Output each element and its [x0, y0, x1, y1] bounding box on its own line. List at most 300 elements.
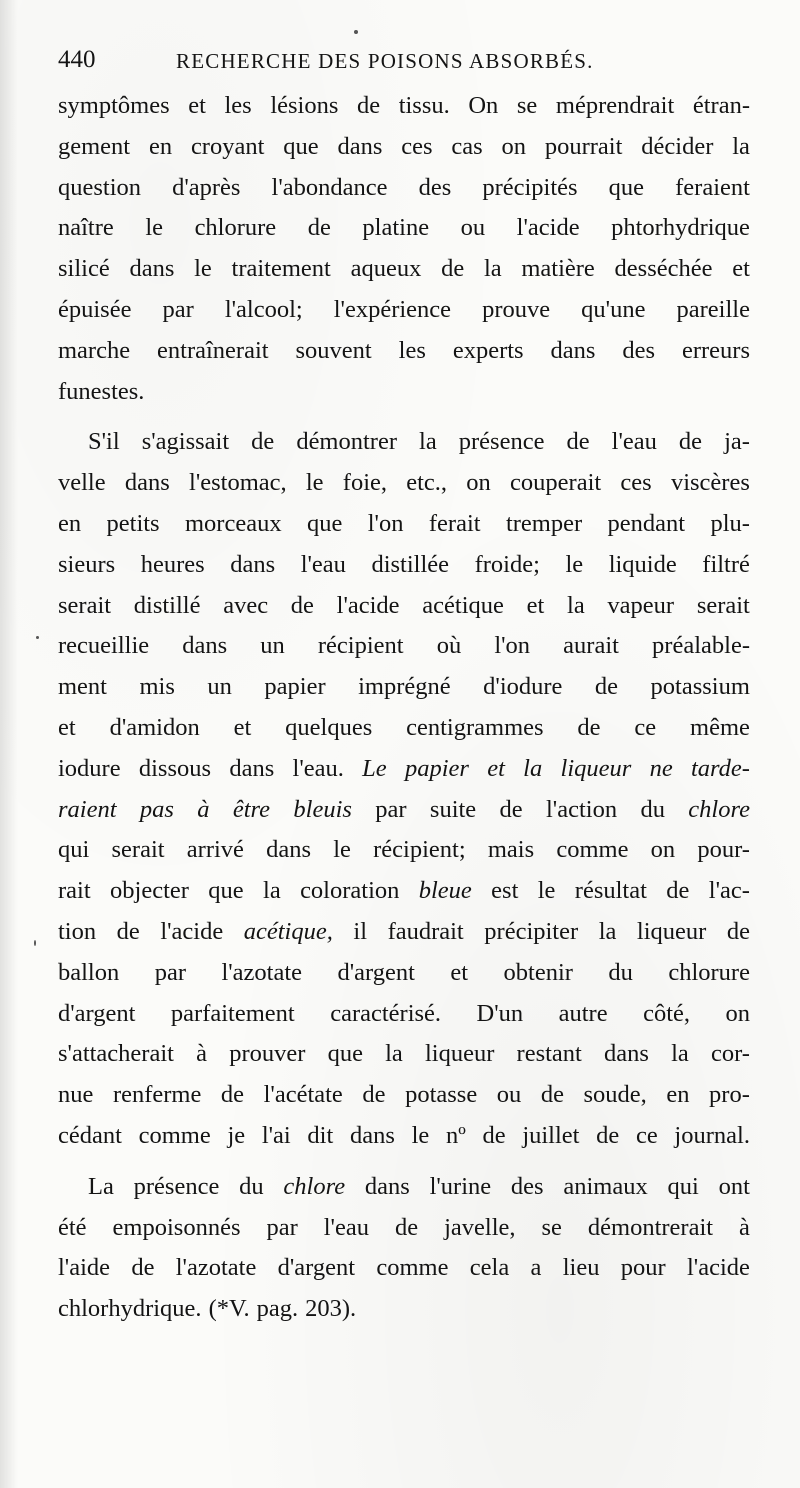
- text-line: [58, 545, 750, 586]
- word: restant: [516, 1040, 582, 1068]
- text-line: [58, 626, 750, 667]
- word: journal.: [674, 1121, 750, 1149]
- word: marche: [58, 336, 131, 364]
- word: je: [227, 1121, 246, 1149]
- text-line: [58, 249, 750, 290]
- text-line: [58, 86, 750, 127]
- text-line: [58, 1208, 750, 1249]
- word: de: [678, 428, 703, 456]
- word: que: [208, 877, 244, 905]
- word: la: [419, 428, 437, 456]
- word: de: [499, 795, 523, 823]
- text-line: [58, 127, 750, 168]
- word: de: [394, 1213, 419, 1241]
- word: la: [263, 877, 281, 905]
- word: et: [526, 591, 545, 619]
- word: imprégné: [358, 673, 451, 701]
- word: de: [251, 428, 275, 456]
- word: de: [220, 1081, 245, 1109]
- word: aurait: [563, 632, 619, 660]
- word: obtenir: [503, 958, 573, 986]
- text-line: [58, 586, 750, 627]
- word: été: [58, 1213, 87, 1241]
- word: d'argent: [277, 1254, 356, 1282]
- word: un: [207, 673, 232, 701]
- word: viscères: [670, 469, 750, 497]
- text-line: [58, 1116, 750, 1157]
- text-line: [58, 790, 750, 831]
- word: sieurs: [58, 550, 116, 578]
- word: et: [58, 713, 76, 741]
- word: distillée: [371, 550, 450, 578]
- word: la: [732, 132, 750, 160]
- word: autre: [558, 999, 608, 1027]
- word: qu'une: [581, 295, 646, 323]
- word: l'eau: [323, 1213, 369, 1241]
- running-title: RECHERCHE DES POISONS ABSORBÉS.: [176, 49, 594, 73]
- word: l'acide: [160, 917, 224, 945]
- paragraph: [58, 422, 750, 1156]
- word: S'il: [88, 428, 120, 456]
- word: se: [541, 1213, 562, 1241]
- word: phtorhydrique: [611, 214, 750, 242]
- word: présence: [458, 428, 545, 456]
- word: la: [523, 754, 543, 782]
- word: symptômes: [58, 92, 170, 119]
- word: l'acide: [686, 1254, 750, 1282]
- word: comme: [138, 1121, 211, 1149]
- word: pendant: [607, 509, 686, 537]
- text-line: [58, 749, 750, 790]
- ink-speck: [34, 940, 36, 946]
- word: l'acétate: [263, 1081, 343, 1109]
- word: à: [197, 795, 210, 823]
- word: méprendrait: [555, 92, 675, 119]
- word: soude,: [583, 1081, 647, 1109]
- word: d'argent: [337, 958, 415, 986]
- word: la: [598, 917, 617, 945]
- word: l'abondance: [271, 173, 388, 201]
- word: prouver: [229, 1040, 306, 1068]
- word: liqueur: [636, 917, 707, 945]
- word: traitement: [231, 255, 331, 283]
- word: entraînerait: [157, 336, 269, 364]
- word: serait: [696, 591, 750, 619]
- word: par: [375, 795, 407, 823]
- word: croyant: [190, 132, 265, 160]
- text-line: [58, 422, 750, 463]
- word: on: [501, 132, 527, 160]
- word: l'acide: [336, 591, 400, 619]
- word: tarde-: [690, 754, 750, 782]
- word: On: [468, 92, 499, 119]
- text-line: [58, 168, 750, 209]
- word: l'ai: [261, 1121, 291, 1149]
- word: par: [162, 295, 194, 323]
- word: ce: [635, 1121, 658, 1149]
- word: l'estomac,: [189, 469, 287, 497]
- ink-speck: [36, 636, 39, 639]
- word: être: [232, 795, 271, 823]
- word: cor-: [710, 1040, 750, 1068]
- word: du: [608, 958, 633, 986]
- word: cela: [469, 1254, 510, 1282]
- word: résultat: [574, 877, 647, 905]
- word: juillet: [522, 1121, 580, 1149]
- word: dans: [230, 550, 276, 578]
- text-line: [58, 1075, 750, 1116]
- word: chlorure: [194, 214, 277, 242]
- word: (*V.: [208, 1295, 250, 1323]
- word: l'expérience: [333, 295, 452, 323]
- word: serait: [111, 836, 165, 864]
- word: en: [58, 509, 82, 537]
- word: et: [487, 754, 505, 782]
- text-line: [58, 871, 750, 912]
- word: cas: [451, 132, 483, 160]
- word: de: [116, 917, 140, 945]
- word: l'urine: [429, 1172, 492, 1200]
- word: le: [333, 836, 351, 864]
- text-line: [58, 1167, 750, 1208]
- word: feraient: [675, 173, 750, 201]
- text-line: [58, 912, 750, 953]
- word: liquide: [608, 550, 677, 578]
- word: Le: [362, 754, 387, 782]
- word: et: [732, 255, 750, 283]
- word: acétique: [422, 591, 504, 619]
- word: potassium: [650, 673, 750, 701]
- word: tissu.: [398, 92, 450, 119]
- text-line: [58, 1248, 750, 1289]
- word: nue: [58, 1081, 94, 1109]
- word: qui: [667, 1172, 699, 1200]
- word: foie,: [342, 469, 388, 497]
- word: papier: [264, 673, 326, 701]
- word: dans: [124, 469, 170, 497]
- word: et: [188, 92, 206, 119]
- word: raient: [58, 795, 117, 823]
- body-text: [58, 86, 750, 1330]
- word: ou: [496, 1081, 522, 1109]
- word: l'ac-: [708, 877, 750, 905]
- word: filtré: [702, 550, 750, 578]
- word: on: [725, 999, 750, 1027]
- word: naître: [58, 214, 114, 242]
- word: mais: [487, 836, 535, 864]
- word: ou: [460, 214, 486, 242]
- word: des: [622, 336, 656, 364]
- word: précipiter: [484, 917, 579, 945]
- word: cédant: [58, 1121, 122, 1149]
- text-line: [58, 290, 750, 331]
- word: chlore: [688, 795, 750, 823]
- word: récipient: [317, 632, 404, 660]
- word: l'alcool;: [224, 295, 303, 323]
- word: mis: [139, 673, 175, 701]
- word: l'aide: [58, 1254, 111, 1282]
- word: quelques: [285, 713, 373, 741]
- word: l'action: [546, 795, 618, 823]
- word: distillé: [133, 591, 201, 619]
- word: parfaitement: [170, 999, 295, 1027]
- word: un: [260, 632, 285, 660]
- word: suite: [429, 795, 477, 823]
- word: La: [88, 1172, 114, 1200]
- word: précipités: [482, 173, 578, 201]
- word: récipient;: [373, 836, 466, 864]
- word: dans: [550, 336, 596, 364]
- word: que: [327, 1040, 363, 1068]
- text-line: [58, 994, 750, 1035]
- word: l'on: [367, 509, 404, 537]
- word: que: [306, 509, 343, 537]
- word: par: [266, 1213, 298, 1241]
- word: experts: [452, 336, 524, 364]
- word: l'eau: [300, 550, 346, 578]
- word: dans: [604, 1040, 649, 1068]
- word: erreurs: [681, 336, 750, 364]
- word: pourrait: [544, 132, 623, 160]
- word: lésions: [270, 92, 339, 119]
- word: la: [385, 1040, 403, 1068]
- word: les: [224, 92, 252, 119]
- word: dans: [129, 255, 175, 283]
- text-line: [58, 372, 750, 413]
- word: pro-: [709, 1081, 750, 1109]
- word: comme: [556, 836, 629, 864]
- text-line: [58, 667, 750, 708]
- word: lieu: [562, 1254, 600, 1282]
- word: côté,: [643, 999, 691, 1027]
- word: faudrait: [387, 917, 464, 945]
- word: froide;: [474, 550, 540, 578]
- word: papier: [404, 754, 469, 782]
- word: s'agissait: [141, 428, 230, 456]
- word: ce: [634, 713, 657, 741]
- word: le: [411, 1121, 430, 1149]
- word: plu-: [710, 509, 750, 537]
- word: pour-: [697, 836, 750, 864]
- word: ferait: [428, 509, 481, 537]
- word: dans: [266, 836, 312, 864]
- word: coloration: [300, 877, 400, 905]
- word: ne: [649, 754, 673, 782]
- word: dans: [229, 754, 275, 782]
- word: dans: [364, 1172, 410, 1200]
- word: funestes.: [58, 377, 145, 405]
- word: vapeur: [607, 591, 675, 619]
- word: et: [233, 713, 252, 741]
- word: démontrer: [296, 428, 397, 456]
- word: de: [540, 1081, 564, 1109]
- word: ont: [718, 1172, 750, 1200]
- text-line: [58, 708, 750, 749]
- word: de: [566, 428, 590, 456]
- word: souvent: [295, 336, 372, 364]
- word: dans: [349, 1121, 395, 1149]
- word: d'après: [172, 173, 241, 201]
- word: heures: [140, 550, 205, 578]
- word: iodure: [58, 754, 121, 782]
- word: de: [307, 214, 331, 242]
- word: chlorure: [668, 958, 750, 986]
- text-line: [58, 208, 750, 249]
- word: des: [418, 173, 452, 201]
- word: arrivé: [186, 836, 244, 864]
- word: l'on: [494, 632, 531, 660]
- word: pas: [139, 795, 174, 823]
- word: ces: [401, 132, 433, 160]
- word: rait: [58, 877, 91, 905]
- word: morceaux: [185, 509, 282, 537]
- word: de: [290, 591, 314, 619]
- word: de: [666, 877, 690, 905]
- word: ja-: [724, 428, 750, 456]
- word: de: [482, 1121, 506, 1149]
- word: qui: [58, 836, 90, 864]
- word: de: [594, 673, 619, 701]
- word: de: [441, 255, 465, 283]
- word: bleuis: [293, 795, 352, 823]
- word: décider: [641, 132, 714, 160]
- word: en: [148, 132, 173, 160]
- text-line: [58, 1289, 750, 1330]
- word: on: [650, 836, 676, 864]
- word: etc.,: [406, 469, 448, 497]
- word: étran-: [692, 92, 750, 119]
- word: de: [362, 1081, 386, 1109]
- paragraph-gap: [58, 412, 750, 422]
- word: de: [726, 917, 750, 945]
- word: javelle,: [444, 1213, 516, 1241]
- word: la: [567, 591, 585, 619]
- word: il: [353, 917, 368, 945]
- word: où: [436, 632, 462, 660]
- word: démontrerait: [587, 1213, 714, 1241]
- word: est: [491, 877, 519, 905]
- word: l'azotate: [175, 1254, 257, 1282]
- text-line: [58, 953, 750, 994]
- word: le: [145, 214, 164, 242]
- word: le: [537, 877, 556, 905]
- word: ces: [620, 469, 652, 497]
- word: de: [356, 92, 381, 119]
- word: à: [196, 1040, 208, 1068]
- word: empoisonnés: [112, 1213, 241, 1241]
- paragraph: [58, 1167, 750, 1330]
- word: on: [466, 469, 491, 497]
- page-gutter-shadow: [0, 0, 18, 1488]
- word: avec: [223, 591, 269, 619]
- text-line: [58, 830, 750, 871]
- word: les: [398, 336, 426, 364]
- word: nº: [445, 1121, 466, 1149]
- word: l'azotate: [221, 958, 303, 986]
- word: silicé: [58, 255, 110, 283]
- word: s'attacherait: [58, 1040, 174, 1068]
- word: pag.: [256, 1295, 299, 1323]
- word: matière: [521, 255, 595, 283]
- ink-speck: [354, 30, 358, 34]
- word: bleue: [418, 877, 472, 905]
- word: pareille: [676, 295, 750, 323]
- word: l'eau: [611, 428, 657, 456]
- word: a: [530, 1254, 542, 1282]
- word: l'acide: [516, 214, 580, 242]
- word: ment: [58, 673, 107, 701]
- word: du: [640, 795, 665, 823]
- word: le: [305, 469, 324, 497]
- text-line: [58, 1034, 750, 1075]
- word: objecter: [110, 877, 189, 905]
- word: épuisée: [58, 295, 132, 323]
- word: acétique,: [243, 917, 333, 945]
- word: centigrammes: [406, 713, 544, 741]
- word: prouve: [482, 295, 551, 323]
- word: 203).: [305, 1295, 357, 1323]
- word: de: [131, 1254, 155, 1282]
- word: couperait: [510, 469, 602, 497]
- word: et: [450, 958, 469, 986]
- word: gement: [58, 132, 131, 160]
- word: d'argent: [58, 999, 136, 1027]
- word: recueillie: [58, 632, 150, 660]
- word: la: [483, 255, 502, 283]
- word: pour: [620, 1254, 666, 1282]
- word: liqueur: [424, 1040, 495, 1068]
- word: même: [690, 713, 750, 741]
- word: dans: [337, 132, 383, 160]
- word: animaux: [563, 1172, 648, 1200]
- word: petits: [106, 509, 160, 537]
- word: dit: [307, 1121, 334, 1149]
- word: de: [596, 1121, 620, 1149]
- word: chlorhydrique.: [58, 1295, 202, 1323]
- word: d'iodure: [483, 673, 563, 701]
- word: serait: [58, 591, 112, 619]
- word: par: [154, 958, 186, 986]
- word: tion: [58, 917, 97, 945]
- word: aqueux: [350, 255, 422, 283]
- word: ballon: [58, 958, 120, 986]
- word: que: [283, 132, 319, 160]
- word: renferme: [112, 1081, 202, 1109]
- text-line: [58, 463, 750, 504]
- word: D'un: [476, 999, 524, 1027]
- text-line: [58, 504, 750, 545]
- word: platine: [362, 214, 430, 242]
- word: que: [608, 173, 645, 201]
- paragraph: [58, 86, 750, 412]
- word: potasse: [405, 1081, 478, 1109]
- word: chlore: [283, 1172, 346, 1200]
- word: le: [565, 550, 584, 578]
- word: des: [510, 1172, 544, 1200]
- word: présence: [133, 1172, 220, 1200]
- word: comme: [376, 1254, 449, 1282]
- word: desséchée: [614, 255, 713, 283]
- word: dans: [182, 632, 228, 660]
- text-line: [58, 331, 750, 372]
- word: liqueur: [560, 754, 632, 782]
- word: d'amidon: [109, 713, 200, 741]
- page-number: 440: [58, 46, 96, 73]
- word: de: [577, 713, 601, 741]
- paragraph-gap: [58, 1157, 750, 1167]
- word: dissous: [138, 754, 212, 782]
- word: velle: [58, 469, 106, 497]
